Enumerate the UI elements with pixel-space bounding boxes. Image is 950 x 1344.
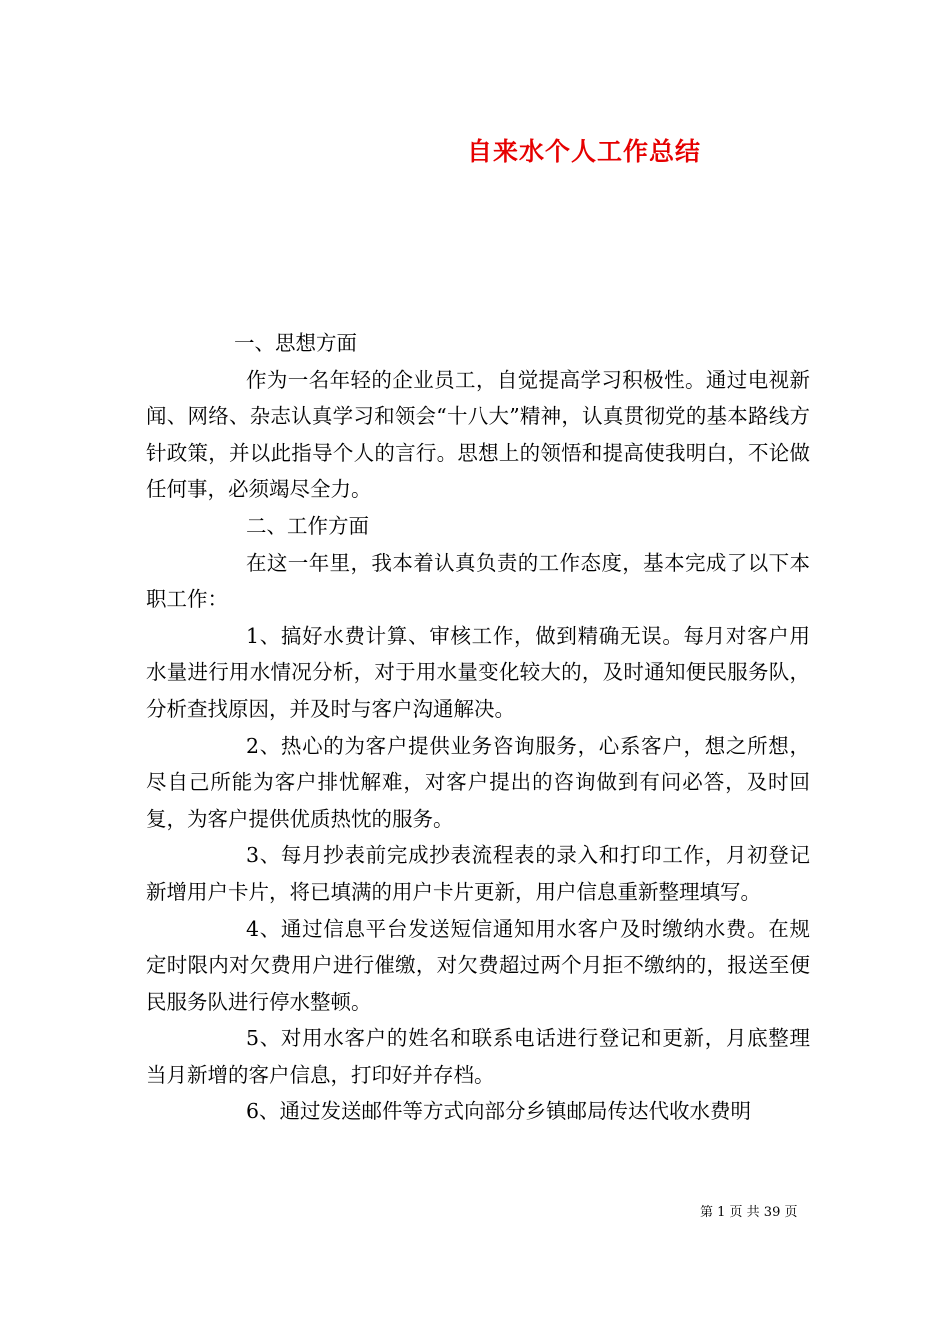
- section-heading: 一、思想方面: [234, 331, 357, 355]
- paragraph: 在这一年里，我本着认真负责的工作态度，基本完成了以下本职工作：: [146, 550, 810, 612]
- list-item: 5、对用水客户的姓名和联系电话进行登记和更新，月底整理当月新增的客户信息，打印好并存档。: [146, 1026, 810, 1087]
- document-body: [146, 325, 810, 1130]
- list-item: 2、热心的为客户提供业务咨询服务，心系客户，想之所想，尽自己所能为客户排忧解难，对客户提出的咨询做到有问必答，及时回复，为客户提供优质热忱的服务。: [146, 733, 810, 831]
- list-item: 1、搞好水费计算、审核工作，做到精确无误。每月对客户用水量进行用水情况分析，对于用水量变化较大的，及时通知便民服务队，分析查找原因，并及时与客户沟通解决。: [146, 623, 810, 721]
- page-number: 第 1 页 共 39 页: [700, 1205, 798, 1220]
- section-heading: 二、工作方面: [246, 513, 369, 538]
- list-item: 4、通过信息平台发送短信通知用水客户及时缴纳水费。在规定时限内对欠费用户进行催缴，对欠费超过两个月拒不缴纳的，报送至便民服务队进行停水整顿。: [146, 916, 810, 1014]
- document-title: 自来水个人工作总结: [466, 137, 701, 166]
- paragraph: 作为一名年轻的企业员工，自觉提高学习积极性。通过电视新闻、网络、杂志认真学习和领会“十八大”精神，认真贯彻党的基本路线方针政策，并以此指导个人的言行。思想上的领悟和提高使我明白，不论做任何事，必须竭尽全力。: [146, 367, 810, 502]
- list-item: 6、通过发送邮件等方式向部分乡镇邮局传达代收水费明: [246, 1099, 752, 1124]
- list-item: 3、每月抄表前完成抄表流程表的录入和打印工作，月初登记新增用户卡片，将已填满的用户卡片更新，用户信息重新整理填写。: [146, 843, 810, 904]
